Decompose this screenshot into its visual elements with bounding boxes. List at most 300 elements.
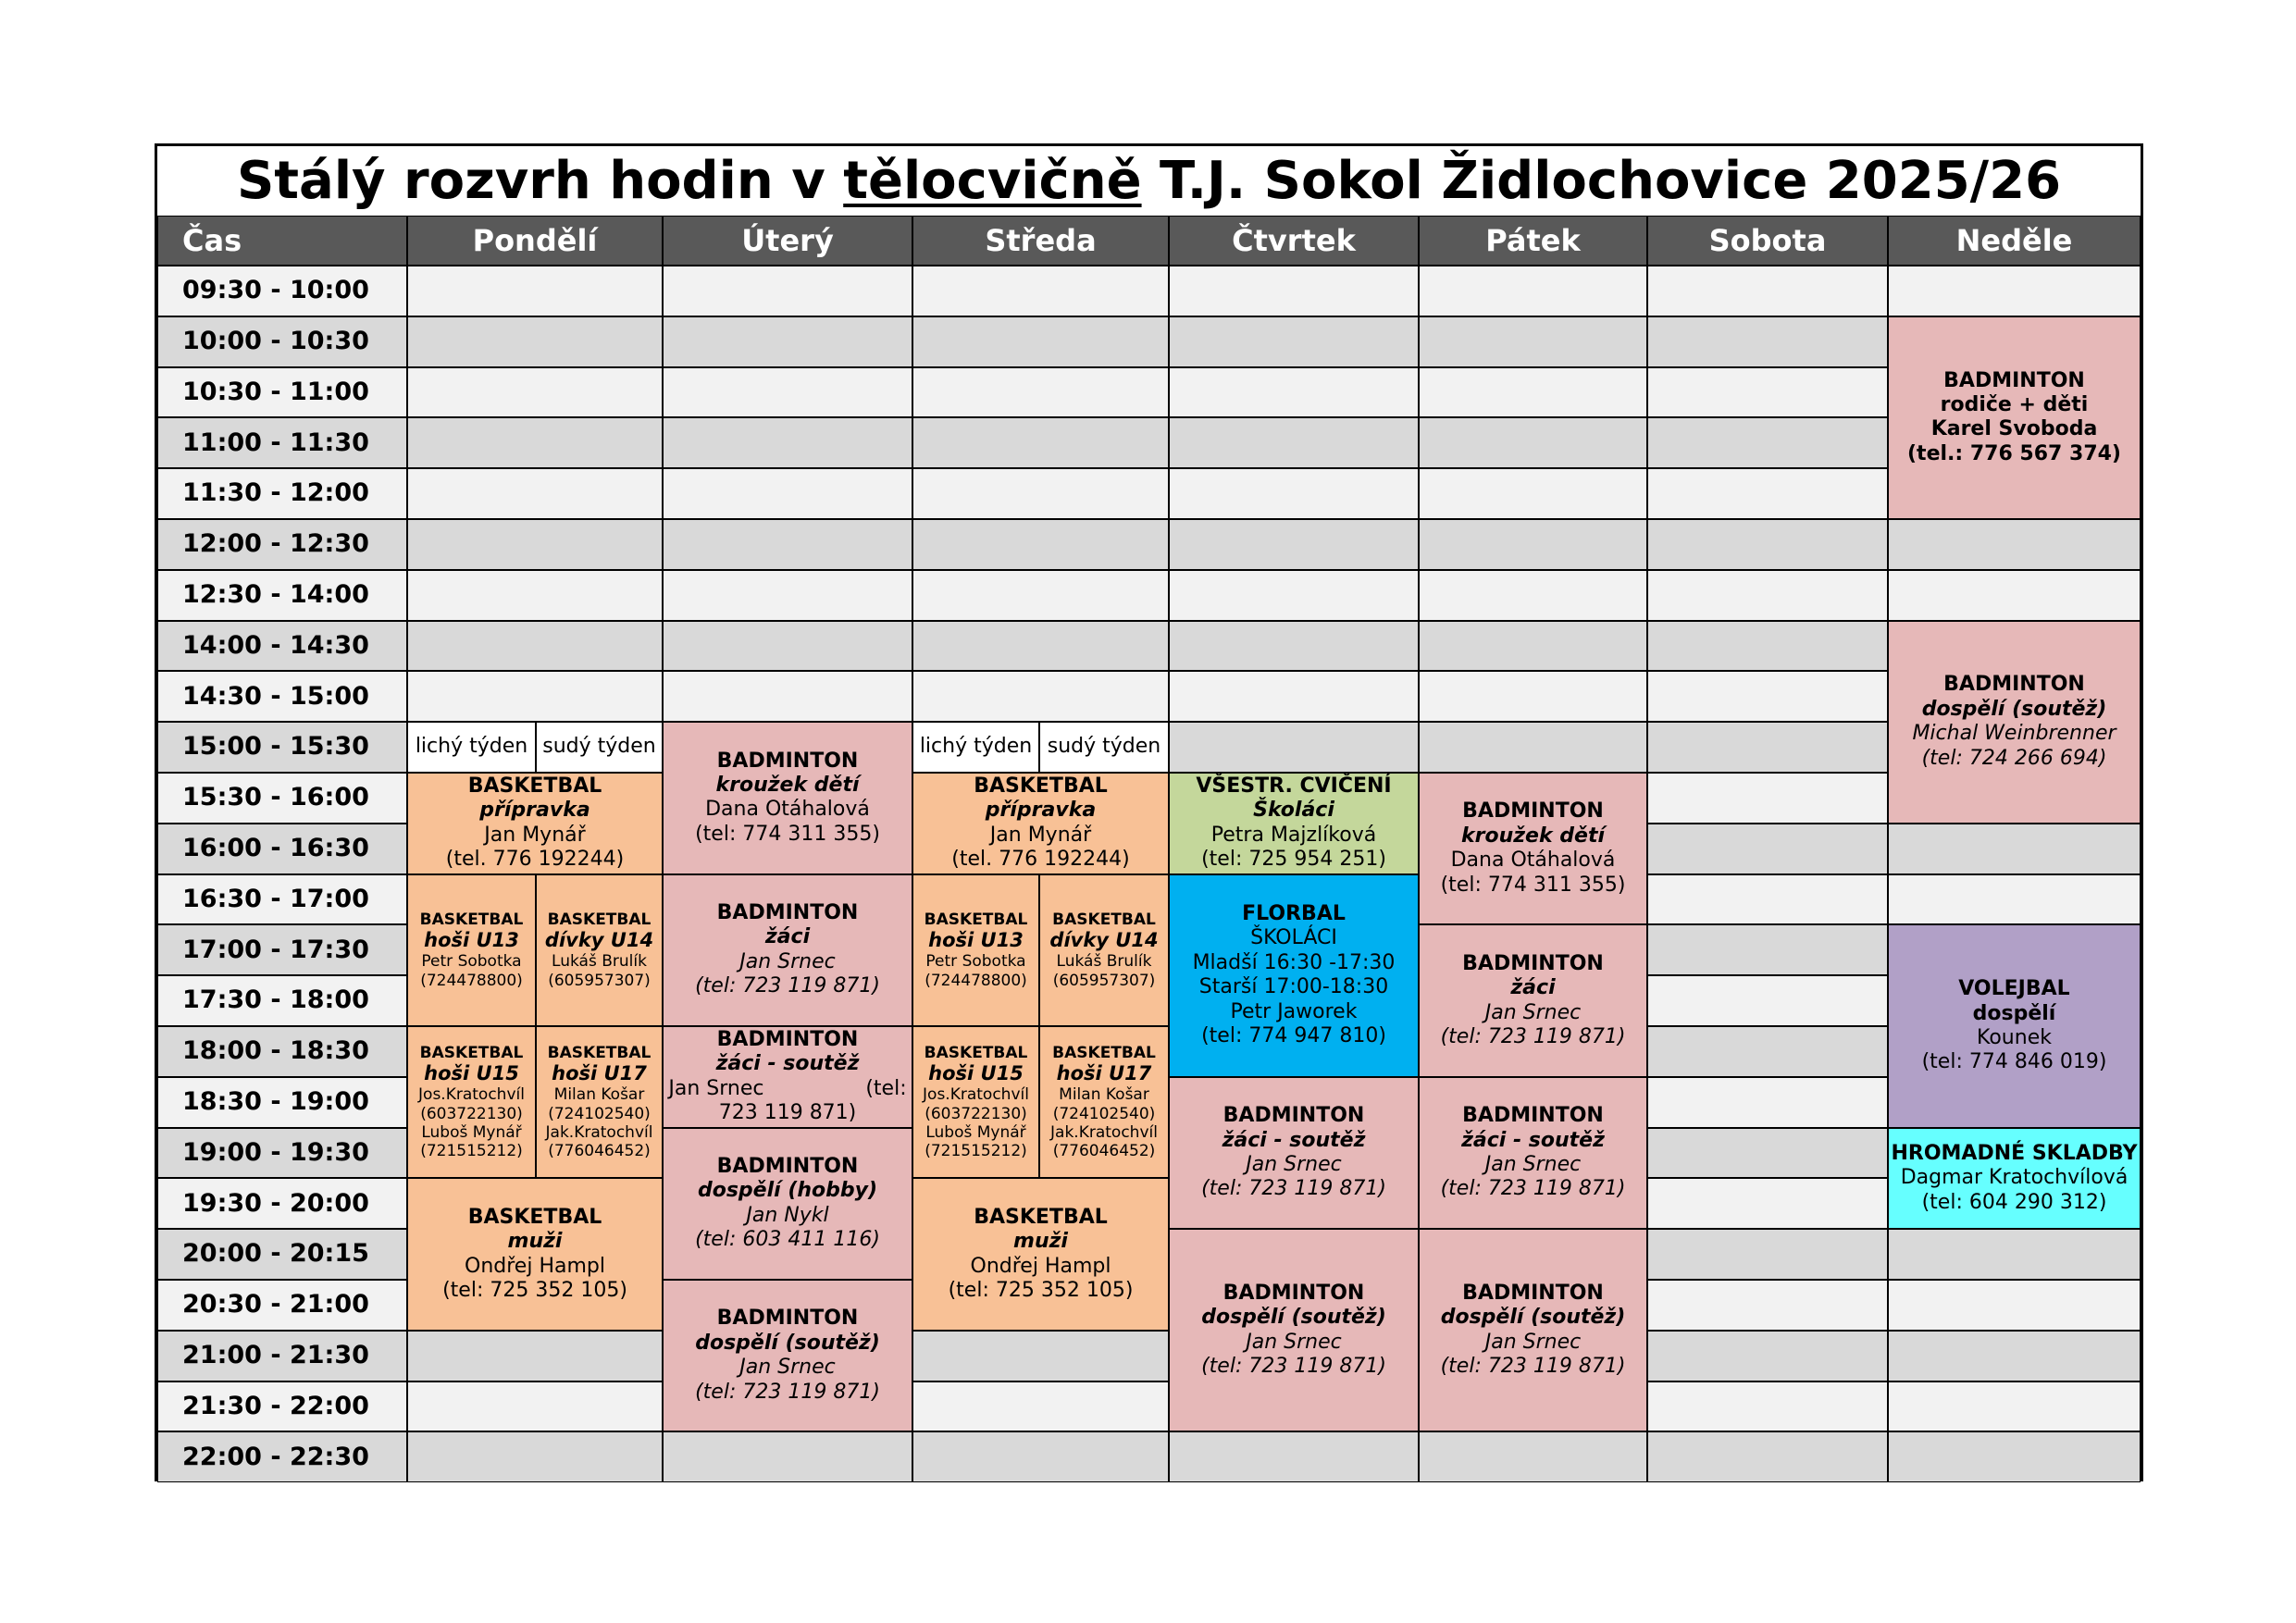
event-sun_volejbal[interactable] xyxy=(1888,924,2141,1127)
schedule-sheet xyxy=(155,143,2143,1481)
empty-slot xyxy=(1169,468,1419,519)
empty-slot xyxy=(1888,874,2141,925)
empty-slot xyxy=(1888,1431,2141,1482)
event-coach: Dana Otáhalová xyxy=(1450,849,1616,873)
header-day-0 xyxy=(407,216,663,266)
event-title: BADMINTON xyxy=(1222,1104,1365,1128)
event-title: BADMINTON xyxy=(1943,673,2085,697)
empty-slot xyxy=(912,468,1169,519)
empty-slot xyxy=(1419,367,1647,418)
event-title: BASKETBAL xyxy=(974,1205,1108,1229)
event-phone: (tel: 725 954 251) xyxy=(1201,848,1386,872)
event-phone: (tel: 723 119 871) xyxy=(1201,1355,1386,1379)
empty-slot xyxy=(407,468,663,519)
empty-slot xyxy=(1647,1077,1888,1128)
event-coach: Petr Jaworek xyxy=(1230,999,1358,1023)
event-wed_basket_pripravka[interactable] xyxy=(912,773,1169,874)
empty-slot xyxy=(1169,316,1419,367)
time-label: 11:00 - 11:30 xyxy=(182,427,369,457)
event-subtitle: dospělí (hobby) xyxy=(697,1179,878,1203)
event-subtitle: Školáci xyxy=(1253,799,1334,823)
time-label: 15:30 - 16:00 xyxy=(182,783,369,812)
event-subtitle: ŠKOLÁCI xyxy=(1250,926,1337,950)
event-phone: (724102540) xyxy=(1052,1104,1156,1123)
event-phone: (724478800) xyxy=(420,971,523,990)
event-subtitle: dívky U14 xyxy=(1049,929,1159,951)
time-label: 14:00 - 14:30 xyxy=(182,630,369,660)
event-title: BADMINTON xyxy=(716,749,859,773)
event-coach: Jan Srnec xyxy=(668,1076,764,1100)
event-phone: (tel: 723 119 871) xyxy=(1440,1177,1626,1201)
empty-slot xyxy=(663,417,912,468)
empty-slot xyxy=(912,417,1169,468)
event-mon_hosi_u13[interactable] xyxy=(407,874,536,1026)
event-tue_hobby[interactable] xyxy=(663,1128,912,1280)
empty-slot xyxy=(663,367,912,418)
event-phone: (tel: 774 947 810) xyxy=(1201,1023,1386,1047)
header-day-label: Pondělí xyxy=(472,222,598,258)
empty-slot xyxy=(1647,671,1888,722)
time-label: 19:30 - 20:00 xyxy=(182,1188,369,1218)
event-phone: (tel: 723 119 871) xyxy=(695,1380,880,1404)
event-mon_hosi_u17[interactable] xyxy=(536,1026,663,1178)
event-phone: (tel: 724 266 694) xyxy=(1921,746,2107,770)
empty-slot xyxy=(1169,417,1419,468)
empty-slot xyxy=(1419,671,1647,722)
event-subtitle: dospělí (soutěž) xyxy=(1201,1306,1386,1330)
event-phone: (tel: 603 411 116) xyxy=(695,1228,880,1252)
time-slot xyxy=(157,1280,407,1331)
event-title: BASKETBAL xyxy=(547,1043,652,1062)
time-slot xyxy=(157,570,407,621)
event-subtitle: hoši U15 xyxy=(424,1062,519,1085)
title-underlined: tělocvičně xyxy=(843,151,1142,211)
title-post: T.J. Sokol Židlochovice 2025/26 xyxy=(1141,151,2062,211)
event-phone: (605957307) xyxy=(548,971,651,990)
event-phone: (603722130) xyxy=(925,1104,1027,1123)
empty-slot xyxy=(1169,519,1419,570)
event-coach: Lukáš Brulík xyxy=(552,952,647,972)
event-title: BASKETBAL xyxy=(419,1043,524,1062)
event-title: BASKETBAL xyxy=(419,910,524,929)
empty-slot xyxy=(1419,1431,1647,1482)
event-title: BASKETBAL xyxy=(974,774,1108,799)
week-label: sudý týden xyxy=(1047,735,1161,759)
empty-slot xyxy=(1647,1128,1888,1179)
event-tue_zaci[interactable] xyxy=(663,874,912,1026)
event-phone: (603722130) xyxy=(420,1104,523,1123)
time-label: 21:30 - 22:00 xyxy=(182,1391,369,1420)
event-phone: (tel: 774 846 019) xyxy=(1921,1050,2107,1074)
time-slot xyxy=(157,266,407,316)
event-coach: Jan Srnec xyxy=(1484,1152,1582,1176)
empty-slot xyxy=(407,1381,663,1432)
header-day-label: Čtvrtek xyxy=(1232,222,1356,258)
event-coach-2: Jak.Kratochvíl xyxy=(1050,1122,1158,1142)
event-mon_divky_u14[interactable] xyxy=(536,874,663,1026)
event-tue_zaci_soutez[interactable] xyxy=(663,1026,912,1128)
week-label-even xyxy=(1039,722,1169,773)
time-label: 10:00 - 10:30 xyxy=(182,327,369,355)
time-slot xyxy=(157,519,407,570)
empty-slot xyxy=(1647,1280,1888,1331)
event-subtitle: hoši U13 xyxy=(928,929,1024,951)
event-phone: (tel. 776 192244) xyxy=(951,848,1130,872)
week-label-odd xyxy=(407,722,536,773)
empty-slot xyxy=(407,266,663,316)
event-title: BADMINTON xyxy=(716,1155,859,1178)
empty-slot xyxy=(1647,1331,1888,1381)
header-time xyxy=(157,216,407,266)
empty-slot xyxy=(1169,621,1419,672)
event-phone: (tel: 723 119 871) xyxy=(1201,1177,1386,1201)
event-phone: (tel: 604 290 312) xyxy=(1921,1190,2107,1214)
time-slot xyxy=(157,1229,407,1280)
empty-slot xyxy=(407,316,663,367)
time-slot xyxy=(157,367,407,418)
time-label: 17:00 - 17:30 xyxy=(182,935,369,964)
header-day-label: Sobota xyxy=(1708,222,1827,258)
event-phone: (tel.: 776 567 374) xyxy=(1907,441,2121,465)
event-subtitle: žáci xyxy=(1510,976,1556,1000)
empty-slot xyxy=(407,1431,663,1482)
event-title: BASKETBAL xyxy=(924,1043,1028,1062)
header-time-label: Čas xyxy=(182,222,242,258)
empty-slot xyxy=(1888,1280,2141,1331)
event-coach: Jan Srnec xyxy=(1484,1000,1582,1024)
event-coach: Jan Mynář xyxy=(989,823,1092,847)
time-slot xyxy=(157,1381,407,1432)
empty-slot xyxy=(1647,924,1888,975)
time-slot xyxy=(157,975,407,1026)
empty-slot xyxy=(407,417,663,468)
event-mon_basket_pripravka[interactable] xyxy=(407,773,663,874)
page-title xyxy=(157,146,2141,218)
empty-slot xyxy=(912,1381,1169,1432)
event-coach: Dagmar Kratochvílová xyxy=(1900,1166,2128,1190)
header-day-6 xyxy=(1888,216,2141,266)
empty-slot xyxy=(1647,1178,1888,1229)
event-subtitle: hoši U17 xyxy=(552,1062,647,1085)
event-fri_zaci[interactable] xyxy=(1419,924,1647,1076)
event-wed_hosi_u13[interactable] xyxy=(912,874,1039,1026)
time-slot xyxy=(157,1431,407,1482)
header-day-4 xyxy=(1419,216,1647,266)
empty-slot xyxy=(1647,1026,1888,1077)
event-coach: Jos.Kratochvíl xyxy=(418,1085,525,1105)
event-coach-2: Luboš Mynář xyxy=(421,1122,522,1142)
empty-slot xyxy=(663,621,912,672)
event-subtitle: kroužek dětí xyxy=(1461,824,1605,848)
empty-slot xyxy=(912,1431,1169,1482)
event-subtitle: hoši U13 xyxy=(424,929,519,951)
event-coach: Jan Srnec xyxy=(1484,1330,1582,1354)
event-title: BADMINTON xyxy=(1943,368,2085,392)
time-slot xyxy=(157,1026,407,1077)
empty-slot xyxy=(1169,367,1419,418)
event-thu_vsestr[interactable] xyxy=(1169,773,1419,874)
time-slot xyxy=(157,773,407,824)
empty-slot xyxy=(1169,1431,1419,1482)
event-wed_hosi_u17[interactable] xyxy=(1039,1026,1169,1178)
event-title: BADMINTON xyxy=(1462,1104,1604,1128)
empty-slot xyxy=(1647,468,1888,519)
event-subtitle: rodiče + děti xyxy=(1940,393,2089,416)
time-slot xyxy=(157,316,407,367)
event-sun_dospeli[interactable] xyxy=(1888,621,2141,824)
header-day-3 xyxy=(1169,216,1419,266)
event-coach-2: Jak.Kratochvíl xyxy=(545,1122,653,1142)
event-coach: Milan Košar xyxy=(553,1085,645,1105)
time-label: 12:30 - 14:00 xyxy=(182,580,369,609)
event-phone: (tel: 725 352 105) xyxy=(948,1278,1134,1302)
event-title: VŠESTR. CVIČENÍ xyxy=(1196,774,1392,799)
event-phone-2: (776046452) xyxy=(548,1142,651,1161)
time-slot xyxy=(157,621,407,672)
event-phone: (tel: 723 119 871) xyxy=(695,974,880,998)
empty-slot xyxy=(663,1431,912,1482)
empty-slot xyxy=(1647,975,1888,1026)
event-coach-row xyxy=(668,1077,906,1101)
event-thu_florbal[interactable] xyxy=(1169,874,1419,1077)
event-phone-2: (721515212) xyxy=(925,1142,1027,1161)
time-slot xyxy=(157,671,407,722)
time-slot xyxy=(157,1178,407,1229)
event-subtitle: hoši U17 xyxy=(1056,1062,1152,1085)
event-title: BADMINTON xyxy=(1222,1282,1365,1305)
event-title: FLORBAL xyxy=(1242,902,1346,926)
time-label: 12:00 - 12:30 xyxy=(182,529,369,559)
event-coach: Milan Košar xyxy=(1059,1085,1149,1105)
time-label: 18:00 - 18:30 xyxy=(182,1036,369,1066)
event-subtitle: přípravka xyxy=(985,799,1097,823)
empty-slot xyxy=(1888,1229,2141,1280)
event-coach: Petra Majzlíková xyxy=(1210,823,1377,847)
event-sun_skladby[interactable] xyxy=(1888,1128,2141,1230)
empty-slot xyxy=(1647,1229,1888,1280)
empty-slot xyxy=(1888,1331,2141,1381)
empty-slot xyxy=(663,671,912,722)
time-slot xyxy=(157,417,407,468)
empty-slot xyxy=(1419,722,1647,773)
event-coach: Jan Nykl xyxy=(746,1203,829,1227)
event-subtitle: muži xyxy=(1013,1230,1068,1254)
event-subtitle: žáci - soutěž xyxy=(1461,1128,1605,1152)
week-label: lichý týden xyxy=(415,735,528,759)
event-coach: Lukáš Brulík xyxy=(1056,952,1152,972)
empty-slot xyxy=(1169,266,1419,316)
event-sun_rodice[interactable] xyxy=(1888,316,2141,519)
event-fri_zaci_soutez[interactable] xyxy=(1419,1077,1647,1229)
event-tue_dospeli[interactable] xyxy=(663,1280,912,1431)
empty-slot xyxy=(1647,266,1888,316)
event-coach: Michal Weinbrenner xyxy=(1912,722,2116,746)
event-coach: Petr Sobotka xyxy=(421,952,522,972)
empty-slot xyxy=(912,570,1169,621)
empty-slot xyxy=(407,671,663,722)
header-day-1 xyxy=(663,216,912,266)
event-fri_krouzek[interactable] xyxy=(1419,773,1647,924)
event-coach: Dana Otáhalová xyxy=(705,798,870,822)
event-subtitle: kroužek dětí xyxy=(715,773,860,797)
time-slot xyxy=(157,1128,407,1179)
event-title: VOLEJBAL xyxy=(1958,977,2070,1001)
empty-slot xyxy=(1169,722,1419,773)
event-subtitle: muži xyxy=(507,1230,563,1254)
header-day-label: Pátek xyxy=(1485,222,1581,258)
empty-slot xyxy=(663,266,912,316)
event-subtitle: dospělí (soutěž) xyxy=(1440,1306,1626,1330)
empty-slot xyxy=(663,316,912,367)
empty-slot xyxy=(912,519,1169,570)
event-coach-2: Luboš Mynář xyxy=(925,1122,1026,1142)
empty-slot xyxy=(912,621,1169,672)
time-slot xyxy=(157,874,407,925)
empty-slot xyxy=(407,621,663,672)
time-slot xyxy=(157,924,407,975)
empty-slot xyxy=(1888,824,2141,874)
event-title: BASKETBAL xyxy=(1052,1043,1156,1062)
event-coach: Karel Svoboda xyxy=(1930,417,2098,441)
empty-slot xyxy=(1647,417,1888,468)
empty-slot xyxy=(1419,519,1647,570)
time-label: 10:30 - 11:00 xyxy=(182,377,369,406)
event-wed_muzi[interactable] xyxy=(912,1178,1169,1330)
time-label: 14:30 - 15:00 xyxy=(182,681,369,711)
empty-slot xyxy=(912,367,1169,418)
time-label: 20:30 - 21:00 xyxy=(182,1290,369,1319)
event-title: BADMINTON xyxy=(716,1307,859,1331)
event-coach: Jan Mynář xyxy=(484,823,586,847)
event-subtitle: dívky U14 xyxy=(544,929,654,951)
event-coach: Jos.Kratochvíl xyxy=(923,1085,1029,1105)
empty-slot xyxy=(1647,570,1888,621)
time-label: 09:30 - 10:00 xyxy=(182,276,369,305)
time-slot xyxy=(157,722,407,773)
title-pre: Stálý rozvrh hodin v xyxy=(236,151,844,211)
time-slot xyxy=(157,1077,407,1128)
empty-slot xyxy=(1888,266,2141,316)
time-label: 16:00 - 16:30 xyxy=(182,834,369,862)
event-coach: Ondřej Hampl xyxy=(465,1254,605,1278)
time-label: 11:30 - 12:00 xyxy=(182,478,369,508)
event-title: BASKETBAL xyxy=(467,1205,602,1229)
event-subtitle: hoši U15 xyxy=(928,1062,1024,1085)
event-phone-2: (721515212) xyxy=(420,1142,523,1161)
empty-slot xyxy=(663,570,912,621)
empty-slot xyxy=(407,519,663,570)
empty-slot xyxy=(1888,570,2141,621)
empty-slot xyxy=(912,671,1169,722)
time-slot xyxy=(157,468,407,519)
event-title: BADMINTON xyxy=(1462,951,1604,975)
time-slot xyxy=(157,824,407,874)
empty-slot xyxy=(663,519,912,570)
event-phone: (tel: 774 311 355) xyxy=(695,822,880,846)
event-detail: Starší 17:00-18:30 xyxy=(1198,975,1389,999)
event-phone-2: (776046452) xyxy=(1052,1142,1156,1161)
week-label: lichý týden xyxy=(919,735,1033,759)
event-subtitle: žáci - soutěž xyxy=(1222,1128,1366,1152)
time-label: 18:30 - 19:00 xyxy=(182,1087,369,1116)
empty-slot xyxy=(1647,316,1888,367)
empty-slot xyxy=(1169,671,1419,722)
event-tue_krouzek[interactable] xyxy=(663,722,912,873)
empty-slot xyxy=(1419,266,1647,316)
empty-slot xyxy=(1647,874,1888,925)
time-label: 20:00 - 20:15 xyxy=(182,1239,369,1269)
time-label: 22:00 - 22:30 xyxy=(182,1442,369,1471)
week-label-even xyxy=(536,722,663,773)
empty-slot xyxy=(407,367,663,418)
time-label: 16:30 - 17:00 xyxy=(182,884,369,913)
event-detail: Mladší 16:30 -17:30 xyxy=(1192,950,1396,974)
event-coach: Petr Sobotka xyxy=(925,952,1026,972)
event-coach: Jan Srnec xyxy=(1246,1152,1342,1176)
empty-slot xyxy=(1419,570,1647,621)
event-mon_muzi[interactable] xyxy=(407,1178,663,1330)
header-day-2 xyxy=(912,216,1169,266)
event-phone: (724478800) xyxy=(925,971,1027,990)
empty-slot xyxy=(1169,570,1419,621)
event-phone: (tel: 723 119 871) xyxy=(1440,1355,1626,1379)
event-coach: Jan Srnec xyxy=(1246,1330,1342,1354)
event-thu_zaci_soutez[interactable] xyxy=(1169,1077,1419,1229)
empty-slot xyxy=(1419,417,1647,468)
empty-slot xyxy=(663,468,912,519)
event-title: BASKETBAL xyxy=(467,774,602,799)
event-phone: (tel: 774 311 355) xyxy=(1440,873,1626,897)
event-thu_dospeli[interactable] xyxy=(1169,1229,1419,1431)
empty-slot xyxy=(1888,1381,2141,1432)
event-phone: (tel. 776 192244) xyxy=(445,848,625,872)
event-wed_hosi_u15[interactable] xyxy=(912,1026,1039,1178)
empty-slot xyxy=(407,570,663,621)
empty-slot xyxy=(1888,519,2141,570)
event-wed_divky_u14[interactable] xyxy=(1039,874,1169,1026)
event-title: BADMINTON xyxy=(716,901,859,924)
empty-slot xyxy=(1419,468,1647,519)
empty-slot xyxy=(912,266,1169,316)
event-subtitle: žáci xyxy=(764,925,811,949)
event-phone: (tel: 725 352 105) xyxy=(442,1278,627,1302)
empty-slot xyxy=(912,1331,1169,1381)
event-phone-part: (tel: xyxy=(865,1076,907,1100)
event-title: BADMINTON xyxy=(716,1028,859,1052)
time-label: 19:00 - 19:30 xyxy=(182,1137,369,1167)
time-slot xyxy=(157,1331,407,1381)
empty-slot xyxy=(1419,621,1647,672)
event-title: BADMINTON xyxy=(1462,799,1604,824)
event-subtitle: dospělí (soutěž) xyxy=(1921,697,2107,721)
header-day-label: Středa xyxy=(985,222,1097,258)
event-mon_hosi_u15[interactable] xyxy=(407,1026,536,1178)
empty-slot xyxy=(912,316,1169,367)
event-fri_dospeli[interactable] xyxy=(1419,1229,1647,1431)
event-phone: (tel: 723 119 871) xyxy=(1440,1024,1626,1048)
event-title: BASKETBAL xyxy=(547,910,652,929)
time-label: 17:30 - 18:00 xyxy=(182,985,369,1015)
empty-slot xyxy=(1647,519,1888,570)
event-coach: Jan Srnec xyxy=(739,949,836,973)
empty-slot xyxy=(1647,773,1888,824)
week-label: sudý týden xyxy=(542,735,656,759)
event-title: BASKETBAL xyxy=(1052,910,1156,929)
empty-slot xyxy=(1647,1431,1888,1482)
event-coach: Jan Srnec xyxy=(739,1356,836,1380)
event-subtitle: přípravka xyxy=(479,799,590,823)
event-coach: Ondřej Hampl xyxy=(970,1254,1111,1278)
